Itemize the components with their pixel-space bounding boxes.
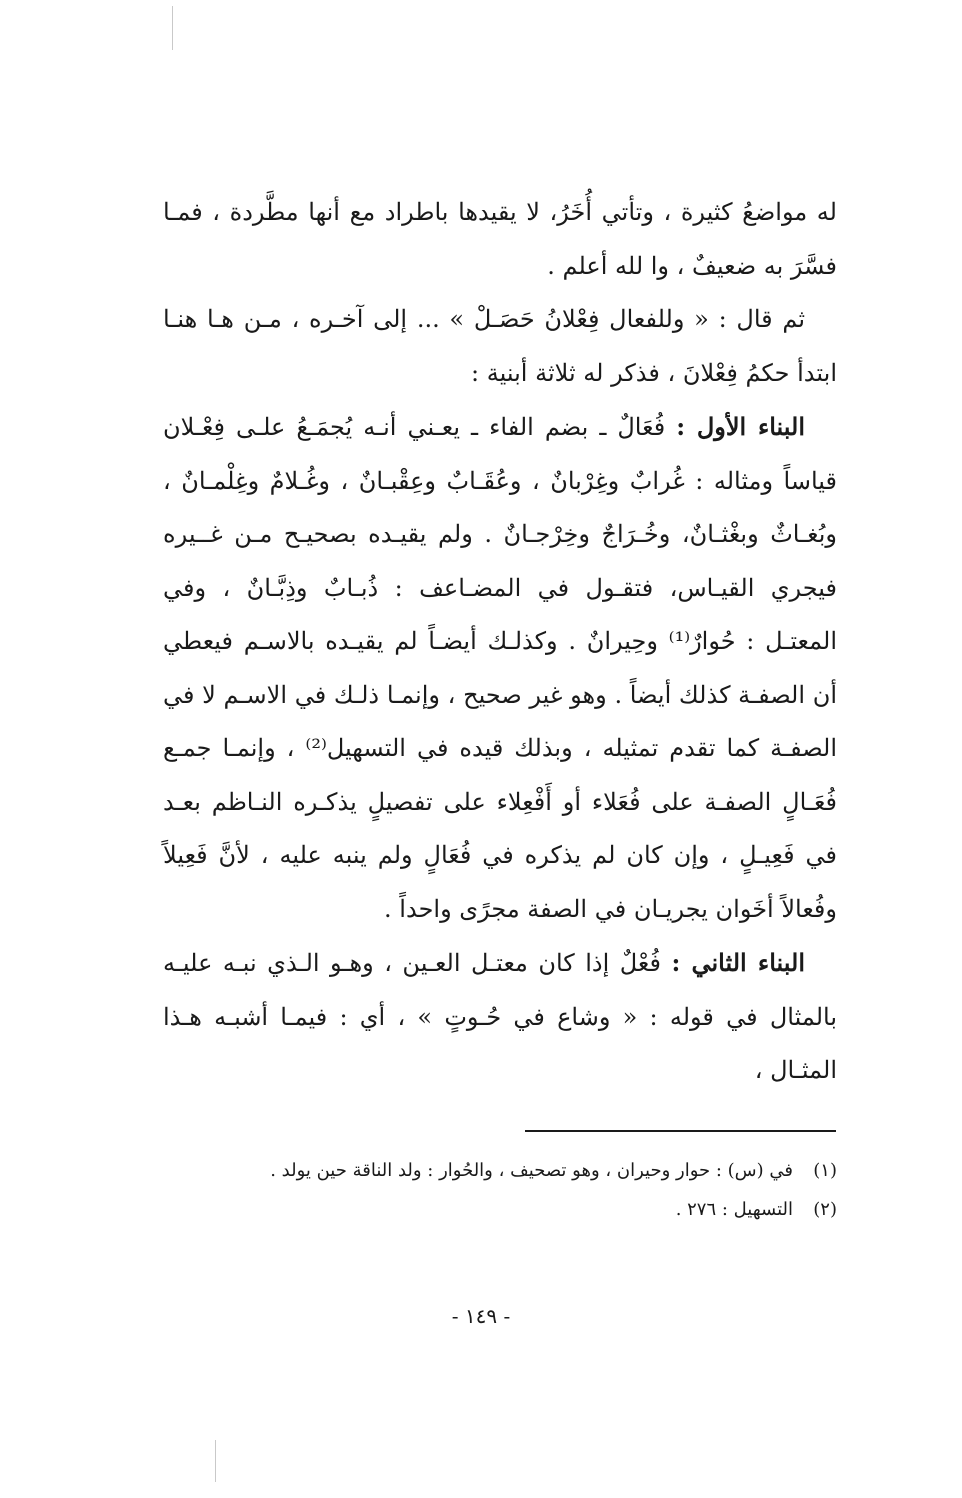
paragraph-text: فُعَالٌ ـ بضم الفاء ـ يعـني أنـه يُجمَـعُ علـى فِعْـلان قياساً ومثاله : غُرابٌ وغِرْبانٌ ، وعُقَـابٌ وعِقْبـانٌ ، وغُـلامٌ وغِلْمـانٌ ، وبُغـاثٌ وبغْثـانٌ، وخُـرَاجٌ وخِرْجـانٌ . ولم يقيـده بصحيـح مـن غــيره فيجري القيـاس، فتقـول في المضـاعف : ذُبـابٌ وذِبَّـانٌ ، وفي المعتـل : حُوارٌ⁽¹⁾ وحِيرانٌ . وكذلـك أيضـاً لم يقيـده بالاسـم فيعطي أن الصفـة كذلك أيضاً . وهو غير صحيح ، وإنمـا ذلـك في الاسـم لا في الصفـة كما تقدم تمثيله ، وبذلك قيده في التسهيل⁽²⁾ ، وإنمـا جمـع فُعَـالٍ الصفـة على فُعَلاء أو أَفْعِلاء على تفصيلٍ يذكـره النـاظم بعـد في فَعِيـلٍ ، وإن كان لم يذكره في فُعَالٍ ولم ينبه عليه ، لأنَّ فَعِيلاً وفُعالاً أخَوان يجريـان في الصفة مجرًى واحداً . xyxy=(163,413,837,923)
footnote xyxy=(187,1151,837,1190)
scan-mark xyxy=(215,1440,216,1482)
main-text xyxy=(163,186,837,1098)
footnote-text: في (س) : حوار وحيران ، وهو تصحيف ، والحُوار : ولد الناقة حين يولد . xyxy=(270,1160,793,1181)
footnotes xyxy=(187,1151,837,1229)
footnote-number: (٢) xyxy=(813,1199,837,1220)
footnote xyxy=(187,1190,837,1229)
paragraph-continuation xyxy=(163,186,837,293)
footnote-text: التسهيل : ٢٧٦ . xyxy=(675,1199,793,1220)
paragraph-text: له مواضعُ كثيرة ، وتأتي أُخَرُ، لا يقيدها باطراد مع أنها مطَّردة ، فمـا فسَّرَ به ضعيفٌ ، وا لله أعلم . xyxy=(163,198,837,280)
paragraph-text: فُعْلٌ إذا كان معتـل العـين ، وهـو الـذي نبـه عليـه بالمثال في قوله : « وشاع في حُـوتٍ » ، أي : فيمـا أشبـه هـذا المثـال ، xyxy=(163,949,837,1084)
section-heading: البناء الثاني : xyxy=(671,948,805,977)
paragraph-quote xyxy=(163,293,837,400)
scan-mark xyxy=(172,6,173,50)
paragraph-text: ثم قال : « وللفعال فِعْلانُ حَصَـلْ » ... إلى آخـره ، مـن هـا هنـا ابتدأ حكمُ فِعْلانَ ، فذكر له ثلاثة أبنية : xyxy=(163,305,837,387)
footnote-number: (١) xyxy=(813,1160,837,1181)
section-heading: البناء الأول : xyxy=(676,412,806,441)
paragraph-second-pattern xyxy=(163,936,837,1098)
footnote-separator xyxy=(525,1130,836,1132)
paragraph-first-pattern xyxy=(163,400,837,936)
page-number: - ١٤٩ - xyxy=(451,1304,511,1328)
